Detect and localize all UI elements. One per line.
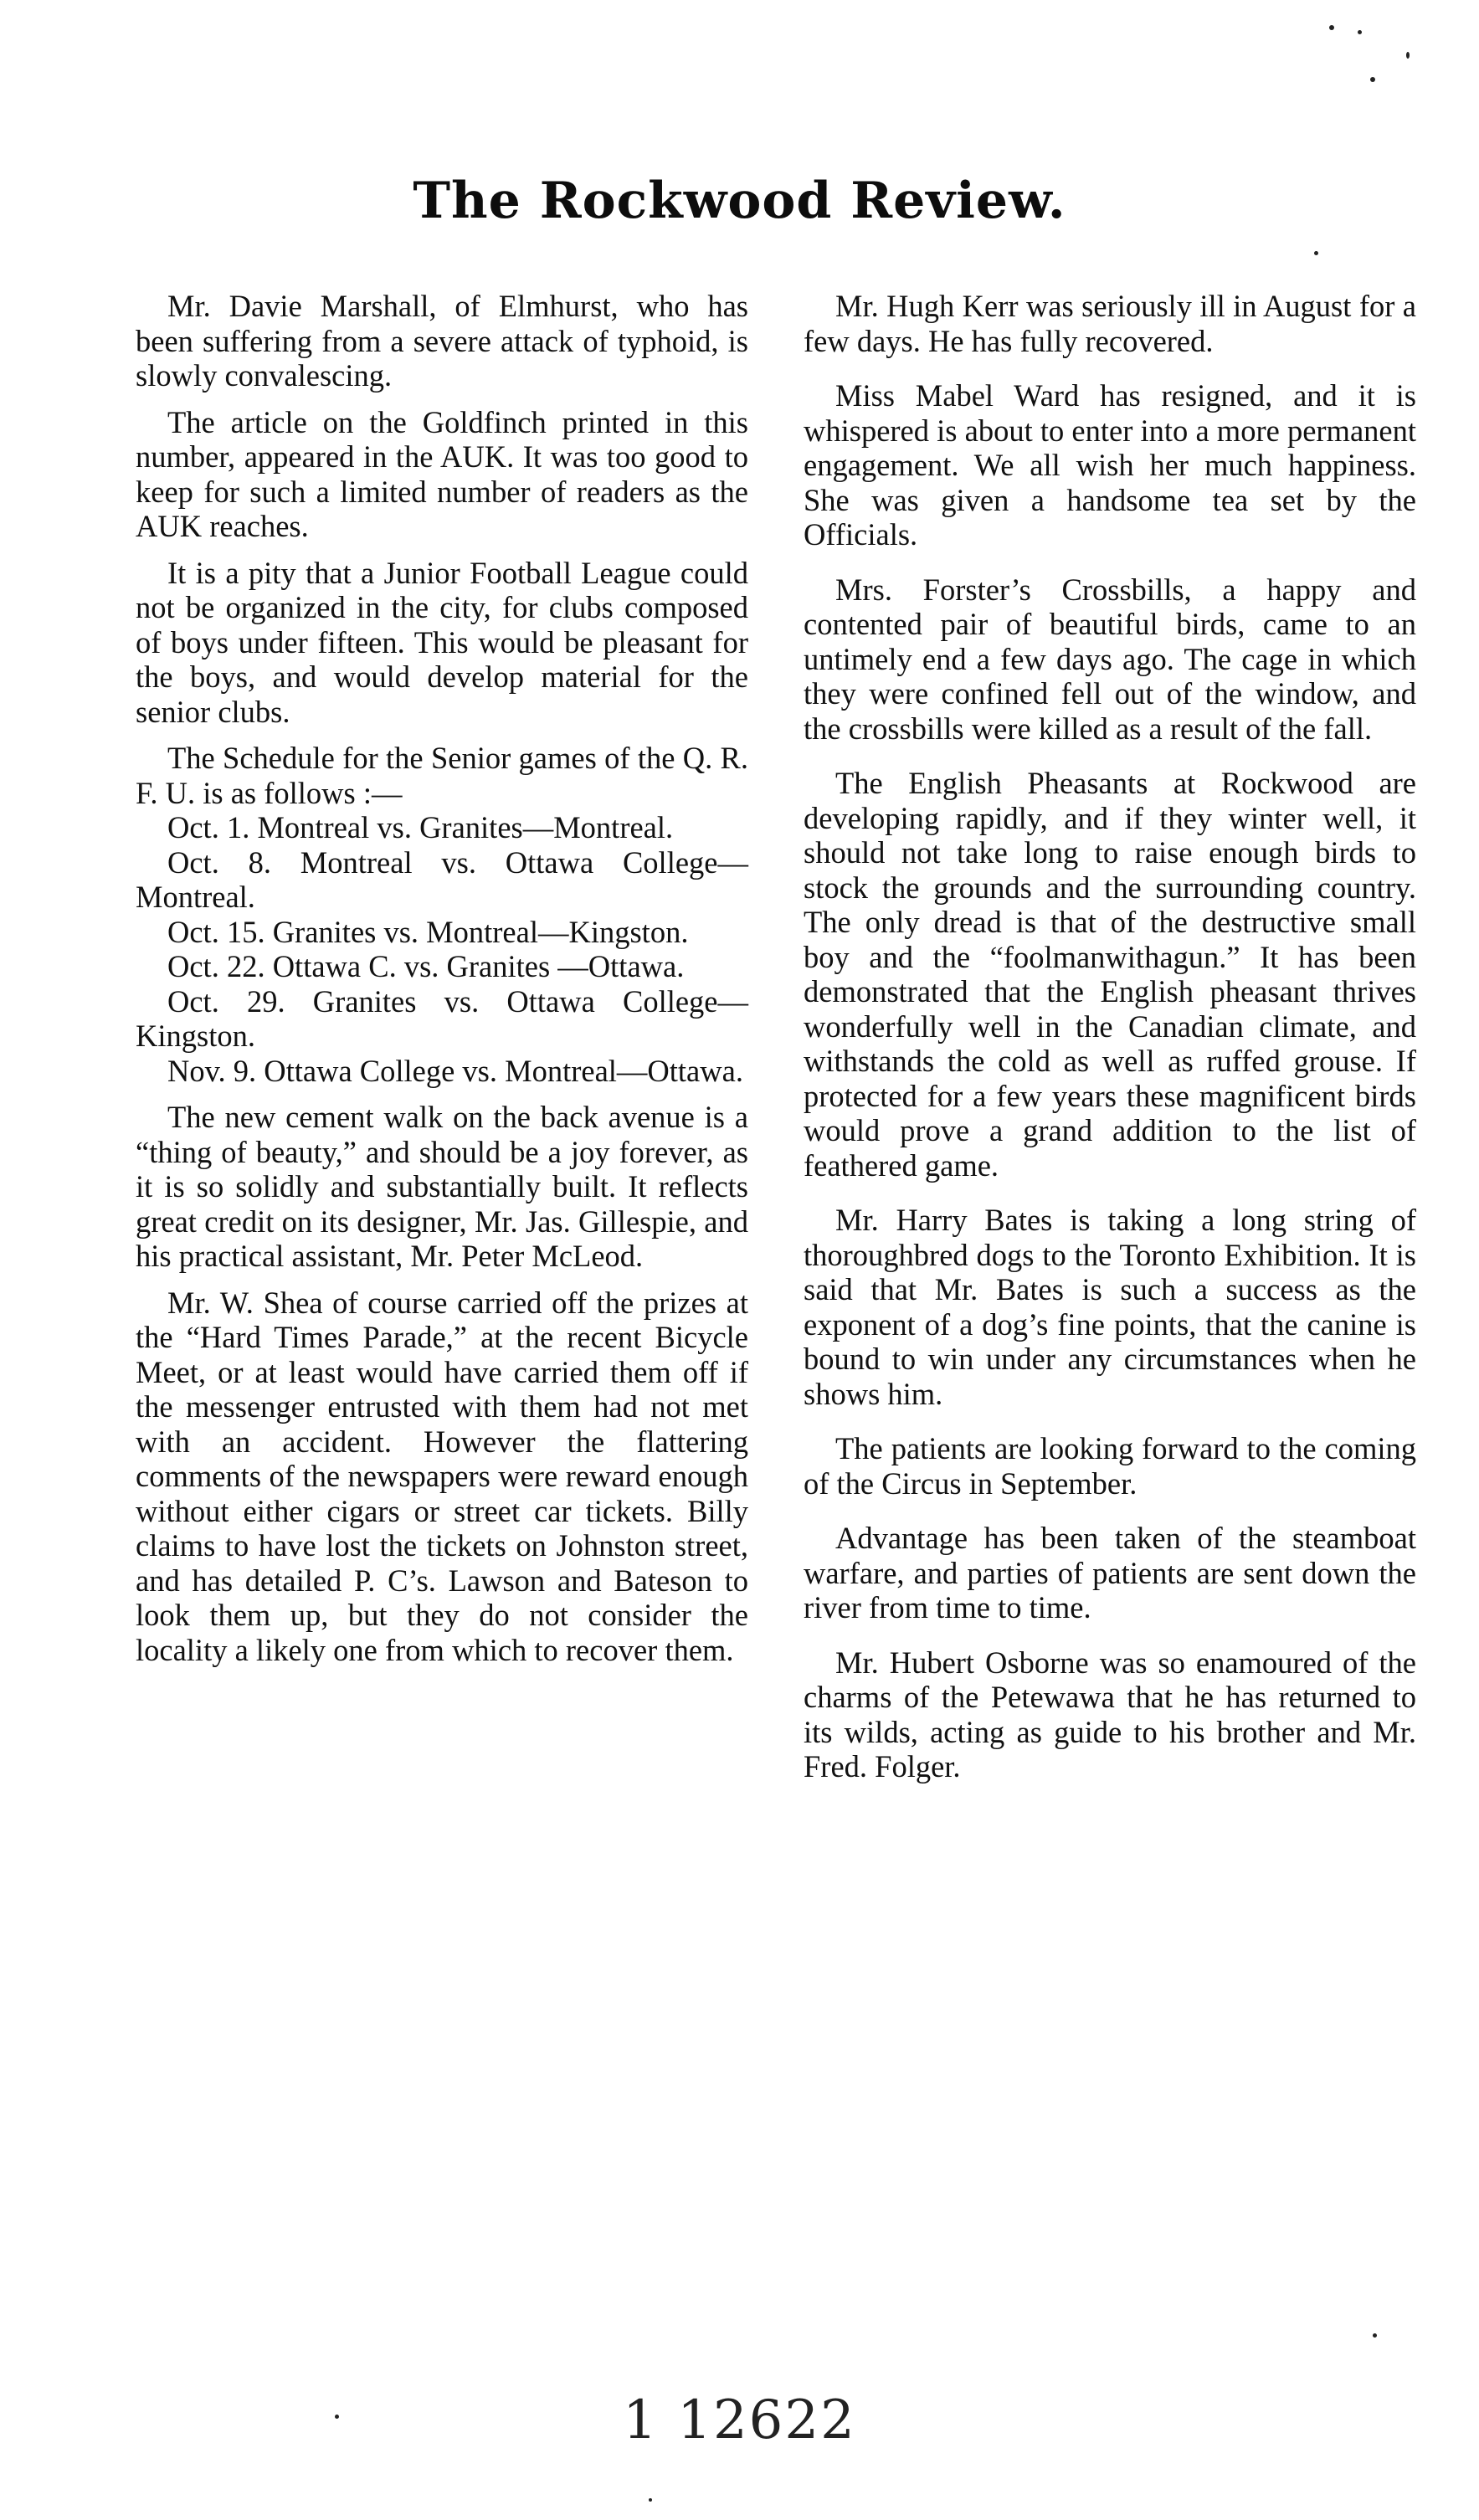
- schedule-game: Oct. 15. Granites vs. Montreal—Kingston.: [167, 914, 689, 949]
- right-column: [804, 289, 1416, 1804]
- news-item-cement-walk: The new cement walk on the back avenue is a “thing of beauty,” and should be a joy forever, as it is so solidly and substantially built. It reflects great credit on its designer, Mr. Jas. Gillespie, and his practical assistant, Mr. Peter McLeod.: [136, 1100, 748, 1273]
- news-item-osborne: Mr. Hubert Osborne was so enamoured of the charms of the Petewawa that he has returned to its wilds, acting as guide to his brother and Mr. Fred. Folger.: [804, 1645, 1416, 1784]
- scan-speck: [649, 2498, 652, 2502]
- masthead-title: The Rockwood Review.: [413, 172, 1066, 230]
- schedule-intro: The Schedule for the Senior games of the Q. R. F. U. is as follows :—: [136, 741, 748, 810]
- news-item-bates: Mr. Harry Bates is taking a long string of thoroughbred dogs to the Toronto Exhibition. It is said that Mr. Bates is such a success as the exponent of a dog’s fine points, that the canine is bound to win under any circumstances when he shows him.: [804, 1203, 1416, 1411]
- schedule-game: Oct. 8. Montreal vs. Ottawa College—Montreal.: [136, 844, 748, 914]
- news-item-goldfinch: The article on the Goldfinch printed in this number, appeared in the AUK. It was too good to keep for such a limited number of readers as the AUK reaches.: [136, 404, 748, 543]
- news-item-ward: Miss Mabel Ward has resigned, and it is whispered is about to enter into a more permanent engagement. We all wish her much happiness. She was given a handsome tea set by the Officials.: [804, 378, 1416, 552]
- scan-speck: [1370, 77, 1375, 82]
- schedule-game: Oct. 1. Montreal vs. Granites—Montreal.: [167, 810, 674, 844]
- news-item-shea: Mr. W. Shea of course carried off the prizes at the “Hard Times Parade,” at the recent Bicycle Meet, or at least would have carried them off if the messenger entrusted with them had not met with an accident. However the flattering comments of the newspapers were reward enough without either cigars or street car tickets. Billy claims to have lost the tickets on Johnston street, and has detailed P. C’s. Lawson and Bateson to look them up, but they do not consider the locality a likely one from which to recover them.: [136, 1285, 748, 1667]
- footer-archive-number: 1 12622: [623, 2389, 856, 2451]
- news-item-pheasants: The English Pheasants at Rockwood are developing rapidly, and if they winter well, it should not take long to raise enough birds to stock the grounds and the surrounding country. The only dread is that of the destructive small boy and the “foolmanwithagun.” It has been demonstrated that the English pheasant thrives wonderfully well in the Canadian climate, and withstands the cold as well as ruffed grouse. If protected for a few years these magnificent birds would prove a grand addition to the list of feathered game.: [804, 766, 1416, 1183]
- scan-speck: [1373, 2333, 1377, 2338]
- scan-speck: [1329, 25, 1334, 30]
- news-item-steamboat: Advantage has been taken of the steamboat warfare, and parties of patients are sent down the river from time to time.: [804, 1521, 1416, 1624]
- schedule-game: Oct. 29. Granites vs. Ottawa College—Kingston.: [136, 983, 748, 1053]
- news-item-marshall: Mr. Davie Marshall, of Elmhurst, who has been suffering from a severe attack of typhoid, is slowly convalescing.: [136, 289, 748, 393]
- news-item-junior-football: It is a pity that a Junior Football League could not be organized in the city, for clubs composed of boys under fifteen. This would be pleasant for the boys, and would develop material for the senior clubs.: [136, 555, 748, 729]
- schedule-game: Oct. 22. Ottawa C. vs. Granites —Ottawa.: [167, 949, 685, 983]
- news-item-kerr: Mr. Hugh Kerr was seriously ill in August for a few days. He has fully recovered.: [804, 289, 1416, 358]
- news-item-circus: The patients are looking forward to the coming of the Circus in September.: [804, 1431, 1416, 1501]
- scan-speck: [335, 2415, 339, 2419]
- left-column: [136, 289, 748, 1679]
- scan-speck: [1314, 251, 1318, 255]
- news-item-crossbills: Mrs. Forster’s Crossbills, a happy and contented pair of beautiful birds, came to an untimely end a few days ago. The cage in which they were confined fell out of the window, and the crossbills were killed as a result of the fall.: [804, 572, 1416, 746]
- schedule-game: Nov. 9. Ottawa College vs. Montreal—Ottawa.: [167, 1053, 743, 1088]
- scan-speck: [1406, 52, 1410, 59]
- scan-speck: [1358, 30, 1362, 34]
- schedule-list: [136, 810, 748, 1088]
